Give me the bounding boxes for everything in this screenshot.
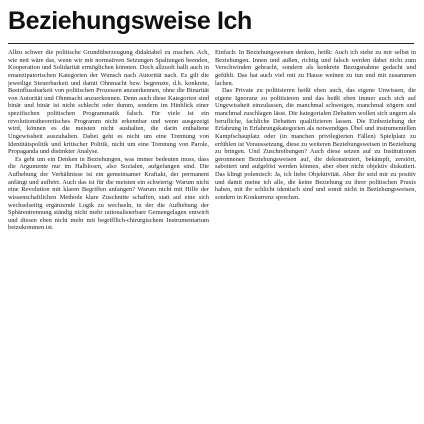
article-headline: Beziehungsweise Ich [8, 7, 252, 35]
headline-rule [8, 43, 414, 44]
right-text-column [215, 49, 416, 417]
paragraph-text: Es geht um ein Denken in Beziehungen, was immer bedeuten muss, dass die Argumente nur im Halblosen, also Sozialen, aufgefangen sind. Die Aufhebung der Verhältnisse ist ein gemeinsamer Kraftakt, der permanent anfängt und aufhört. Auch das ist für die meisten ein schwierig: Warum nicht eine Revolution mit klaren Begriffen anfangen? Warum nicht mit Hilfe der wissenschaftlichen Methode klare Zuschnitte schaffen, statt auf eine sich wechselseitig ergänzende Logik zu wechseln, in der die Aufhebung der Sphärentrennung ständig nicht mehr rationalisierbare Gemengelagen entwirft und diesen eben nicht mehr mit begrifflich-chirurgischem Instrumentarium beizukommen ist. [8, 155, 209, 232]
paragraph [8, 156, 209, 232]
paragraph-text: Allzu schwer die politische Grundüberzeugung didaktabel zu machen. Ach, wie nett wäre das, wenn wir mit normativen Setzungen Spaltungen beenden, Kooperation und Solidarität ermöglichen könnten. Doch allzuoft hallt auch in emanzipatorischen Kategorien der Wunsch nach Autorität nach. Es gilt die jeweilige Steuerbarkeit und damit Ohnmacht bzw. begrenzte, d.h. konkrete, Beeinflussbarkeit von politischen Prozessen anzuerkennen, ohne die Binarität von Autorität und Ohnmacht anzuerkennen. Denn auch diese Kategorien sind binär und binär ist nicht schlecht oder dumm, sondern im Hinblick einer spezifischen politischen Programmatik falsch. Für viele ist ein revolutionstheoretisches Programm nicht erkennbar und wenn ausgezeigt wird, können es die meisten nicht aushalten, die darin enthaltene Ungewissheit auszuhalten. Dabei geht es nicht um eine Trennung von Identitätspolitik und kritischer Politik, nicht um eine Trennung von Parole, Propaganda und distinkter Analyse. [8, 49, 209, 156]
paragraph [8, 49, 209, 156]
paragraph-text: Einfach: In Beziehungsweisen denken, heißt: Auch ich stehe zu mir selbst in Beziehungen. Innen und außen, richtig und falsch werden dabei nicht zum Verschwinden gebracht, sondern als konkrete Bezugsnahme gedacht und gefühlt. Das hat auch viel mit zu Hause weinen zu tun und mit zusammen lachen. [215, 49, 416, 87]
paragraph-text: Das Private zu politisieren heißt eben auch, das eigene Unwissen, die eigene Ignoranz zu politisieren und das heißt eben immer auch sich auf Ungewissheit einzulassen, die manchmal schweigen, manchmal zögern und manchmal zuschlagen lässt. Die kategorialen Debatten wollen sich ungern als berufliche, fachliche Debatten qualifizieren lassen. Die Einbeziehung der Erfahrung in Erfahrungskategorien als notwendiges Übel und instrumentellen Kampfschauplatz oder (in manchen privilegierten Fällen) Spielplatz zu erfühlen ist Voraussetzung, diese zu weiteren Beziehungsweisen in Beziehung zu bringen. Und Zuschreibungen? Auch diese setzen auf zu Institutionen geronnenen Beziehungsweisen auf, die dekonstruiert, bekämpft, zerstört, sabotiert und aufgelöst werden können, aber eben nicht objektiv diskutiert. Das klingt polemisch: Ja, ich liebe Objektivität. Aber ihr seid mir zu positiv und damit meine ich alle, die keine Beziehung zu ihrer politischen Praxis haben, mit ihr schlicht identisch sind und somit nicht in Beziehungsweisen, sondern in Konkurrenz sprechen. [215, 87, 416, 201]
paragraph [215, 87, 416, 201]
paragraph [215, 49, 416, 87]
left-text-column [8, 49, 209, 417]
